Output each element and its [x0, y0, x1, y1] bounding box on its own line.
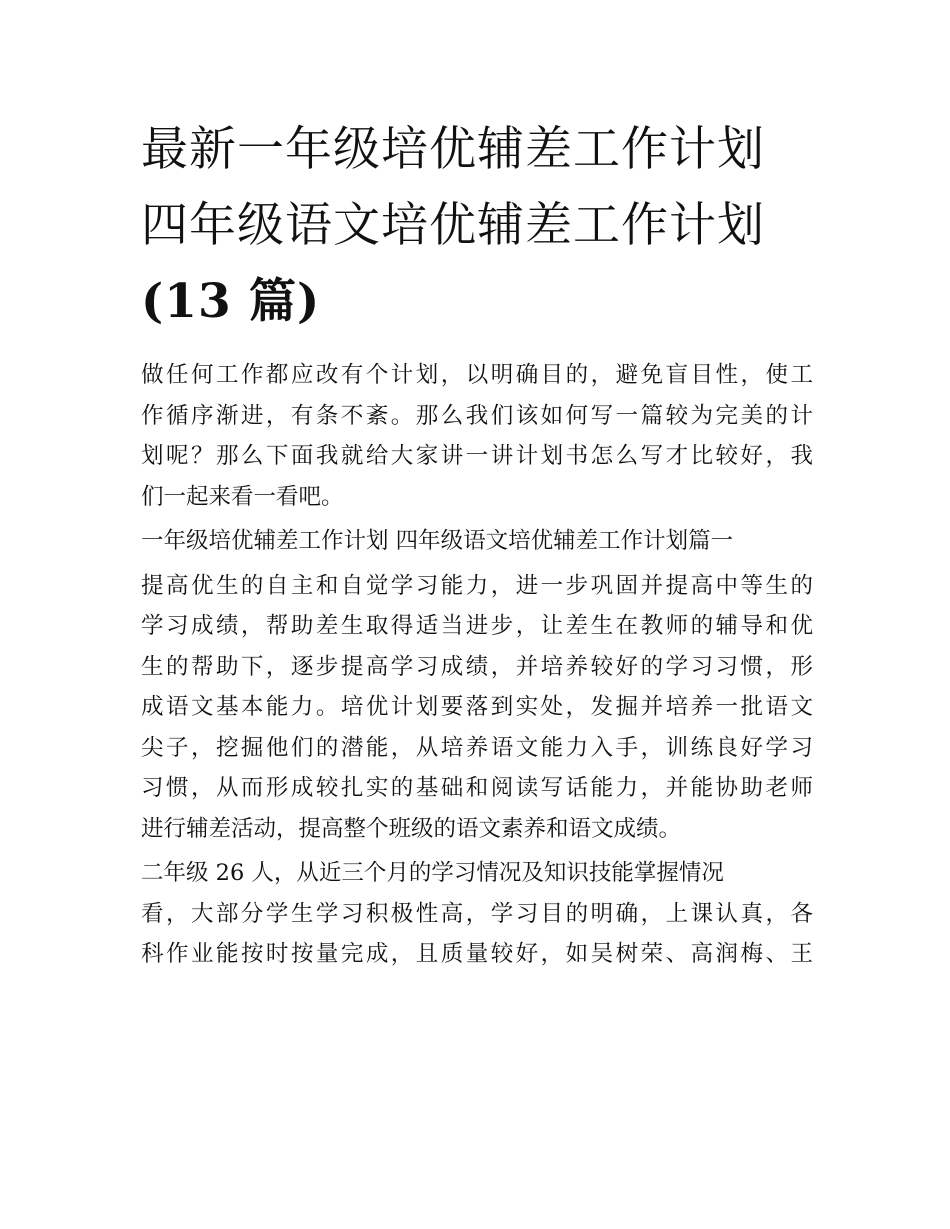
- document-page: [141, 112, 813, 975]
- paragraph-line: 划呢？那么下面我就给大家讲一讲计划书怎么写才比较好，我: [141, 443, 813, 469]
- paragraph-line: 成语文基本能力。培优计划要落到实处，发掘并培养一批语文: [141, 694, 813, 720]
- paragraph-line: 看，大部分学生学习积极性高，学习目的明确，上课认真，各: [141, 900, 813, 927]
- paragraph-line: 进行辅差活动，提高整个班级的语文素养和语文成绩。: [141, 815, 682, 842]
- paragraph-line: 科作业能按时按量完成，且质量较好，如吴树荣、高润梅、王: [141, 941, 813, 967]
- paragraph-line: 学习成绩，帮助差生取得适当进步，让差生在教师的辅导和优: [141, 613, 813, 639]
- title-line-1: 最新一年级培优辅差工作计划: [141, 122, 765, 177]
- title-line-2: 四年级语文培优辅差工作计划: [141, 198, 765, 253]
- paragraph-goals: [141, 566, 813, 850]
- paragraph-line: 习惯，从而形成较扎实的基础和阅读写话能力，并能协助老师: [141, 775, 813, 801]
- document-title: [141, 112, 813, 340]
- paragraph-intro: [141, 355, 813, 517]
- section-heading-text: 一年级培优辅差工作计划 四年级语文培优辅差工作计划篇一: [141, 528, 734, 554]
- section-heading: [141, 521, 813, 562]
- paragraph-line: 们一起来看一看吧。: [141, 483, 344, 510]
- paragraph-line: 尖子，挖掘他们的潜能，从培养语文能力入手，训练良好学习: [141, 734, 813, 761]
- paragraph-line: 二年级 26 人，从近三个月的学习情况及知识技能掌握情况: [141, 860, 724, 886]
- paragraph-line: 提高优生的自主和自觉学习能力，进一步巩固并提高中等生的: [141, 572, 813, 599]
- document-body: [141, 355, 813, 975]
- title-line-3: (13 篇): [141, 274, 321, 329]
- paragraph-line: 作循序渐进，有条不紊。那么我们该如何写一篇较为完美的计: [141, 402, 813, 429]
- paragraph-line: 生的帮助下，逐步提高学习成绩，并培养较好的学习习惯，形: [141, 653, 813, 680]
- paragraph-line: 做任何工作都应改有个计划，以明确目的，避免盲目性，使工: [141, 362, 813, 388]
- paragraph-class-analysis: [141, 853, 813, 975]
